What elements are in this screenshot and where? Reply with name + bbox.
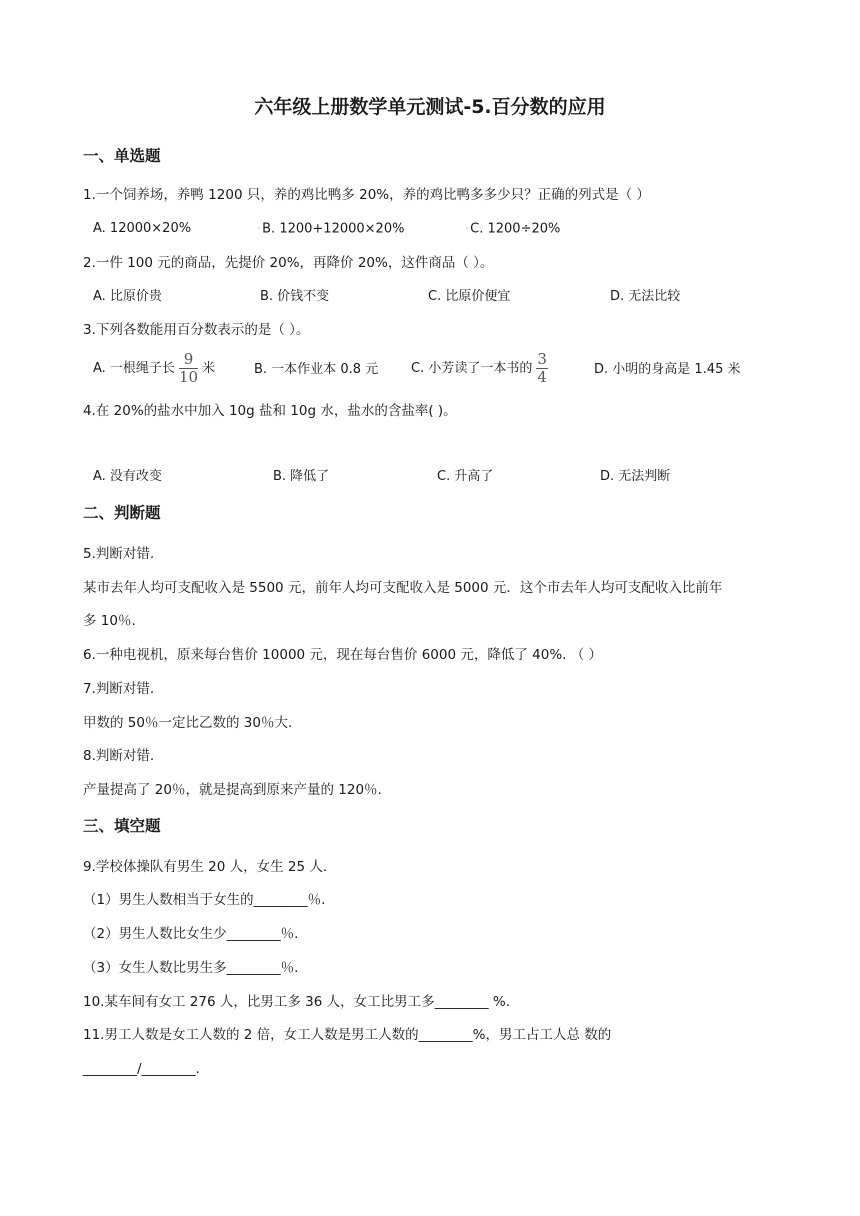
question-8-line-1: 产量提高了 20％，就是提高到原来产量的 120％. [83,782,382,798]
question-9-sub-2: （2）男生人数比女生少________％. [83,926,299,942]
question-1-option-c: ◦C. 1200÷20% [465,221,561,237]
question-11-line-1: 11.男工人数是女工人数的 2 倍，女工人数是男工人数的________%，男工占工人总 数的 [83,1027,612,1043]
question-8-label: 8.判断对错. [83,748,155,764]
question-11-line-2: ________/________. [83,1061,200,1077]
question-3-option-d: D. 小明的身高是 1.45 米 [594,362,741,377]
question-2-option-a: A. 比原价贵 [93,289,162,304]
question-3-option-b: B. 一本作业本 0.8 元 [254,362,379,377]
fraction-three-quarters: $\frac{3}{4}$ [537,350,547,386]
question-3-option-a: A. 一根绳子长 $\frac{9}{10}$ 米 [93,350,216,386]
question-5-label: 5.判断对错. [83,546,155,562]
question-6-text: 6.一种电视机，原来每台售价 10000 元，现在每台售价 6000 元，降低了 40%. （ ） [83,647,603,663]
section-heading-true-false: 二、判断题 [83,504,161,522]
question-7-label: 7.判断对错. [83,681,155,697]
question-4-option-b: B. 降低了 [273,469,330,484]
question-4-text: 4.在 20%的盐水中加入 10g 盐和 10g 水，盐水的含盐率( )。 [83,403,457,419]
question-7-line-1: 甲数的 50％一定比乙数的 30％大. [83,715,293,731]
question-5-line-1: 某市去年人均可支配收入是 5500 元，前年人均可支配收入是 5000 元．这个市去年人均可支配收入比前年 [83,580,723,596]
question-9-text: 9.学校体操队有男生 20 人，女生 25 人． [83,859,337,875]
option-marker-icon: ◦ [465,225,470,233]
question-2-option-b: B. 价钱不变 [260,289,330,304]
question-1-option-b: ◦B. 1200+12000×20% [257,221,405,237]
question-9-sub-1: （1）男生人数相当于女生的________％. [83,892,326,908]
section-heading-single-choice: 一、单选题 [83,147,161,165]
question-3-text: 3.下列各数能用百分数表示的是（ ）。 [83,322,310,338]
question-5-line-2: 多 10％. [83,613,136,629]
fraction-nine-tenths: $\frac{9}{10}$ [178,350,199,386]
question-1-option-a: A. 12000×20% [93,221,192,236]
question-3-option-c: C. 小芳读了一本书的 $\frac{3}{4}$ [411,350,547,386]
page-title: 六年级上册数学单元测试-5.百分数的应用 [254,96,606,118]
question-9-sub-3: （3）女生人数比男生多________％. [83,960,299,976]
option-marker-icon: ◦ [257,225,262,233]
question-2-text: 2.一件 100 元的商品，先提价 20%，再降价 20%，这件商品（ ）。 [83,255,494,271]
question-1-text: 1.一个饲养场，养鸭 1200 只，养的鸡比鸭多 20%，养的鸡比鸭多多少只？正确的列式是（ ） [83,187,650,203]
question-4-option-c: C. 升高了 [437,469,494,484]
question-10-text: 10.某车间有女工 276 人，比男工多 36 人，女工比男工多________ %. [83,994,510,1010]
question-2-option-c: C. 比原价便宜 [428,289,511,304]
question-2-option-d: D. 无法比较 [610,289,681,304]
question-4-option-a: A. 没有改变 [93,469,162,484]
question-4-option-d: D. 无法判断 [600,469,671,484]
section-heading-fill-blank: 三、填空题 [83,817,161,835]
